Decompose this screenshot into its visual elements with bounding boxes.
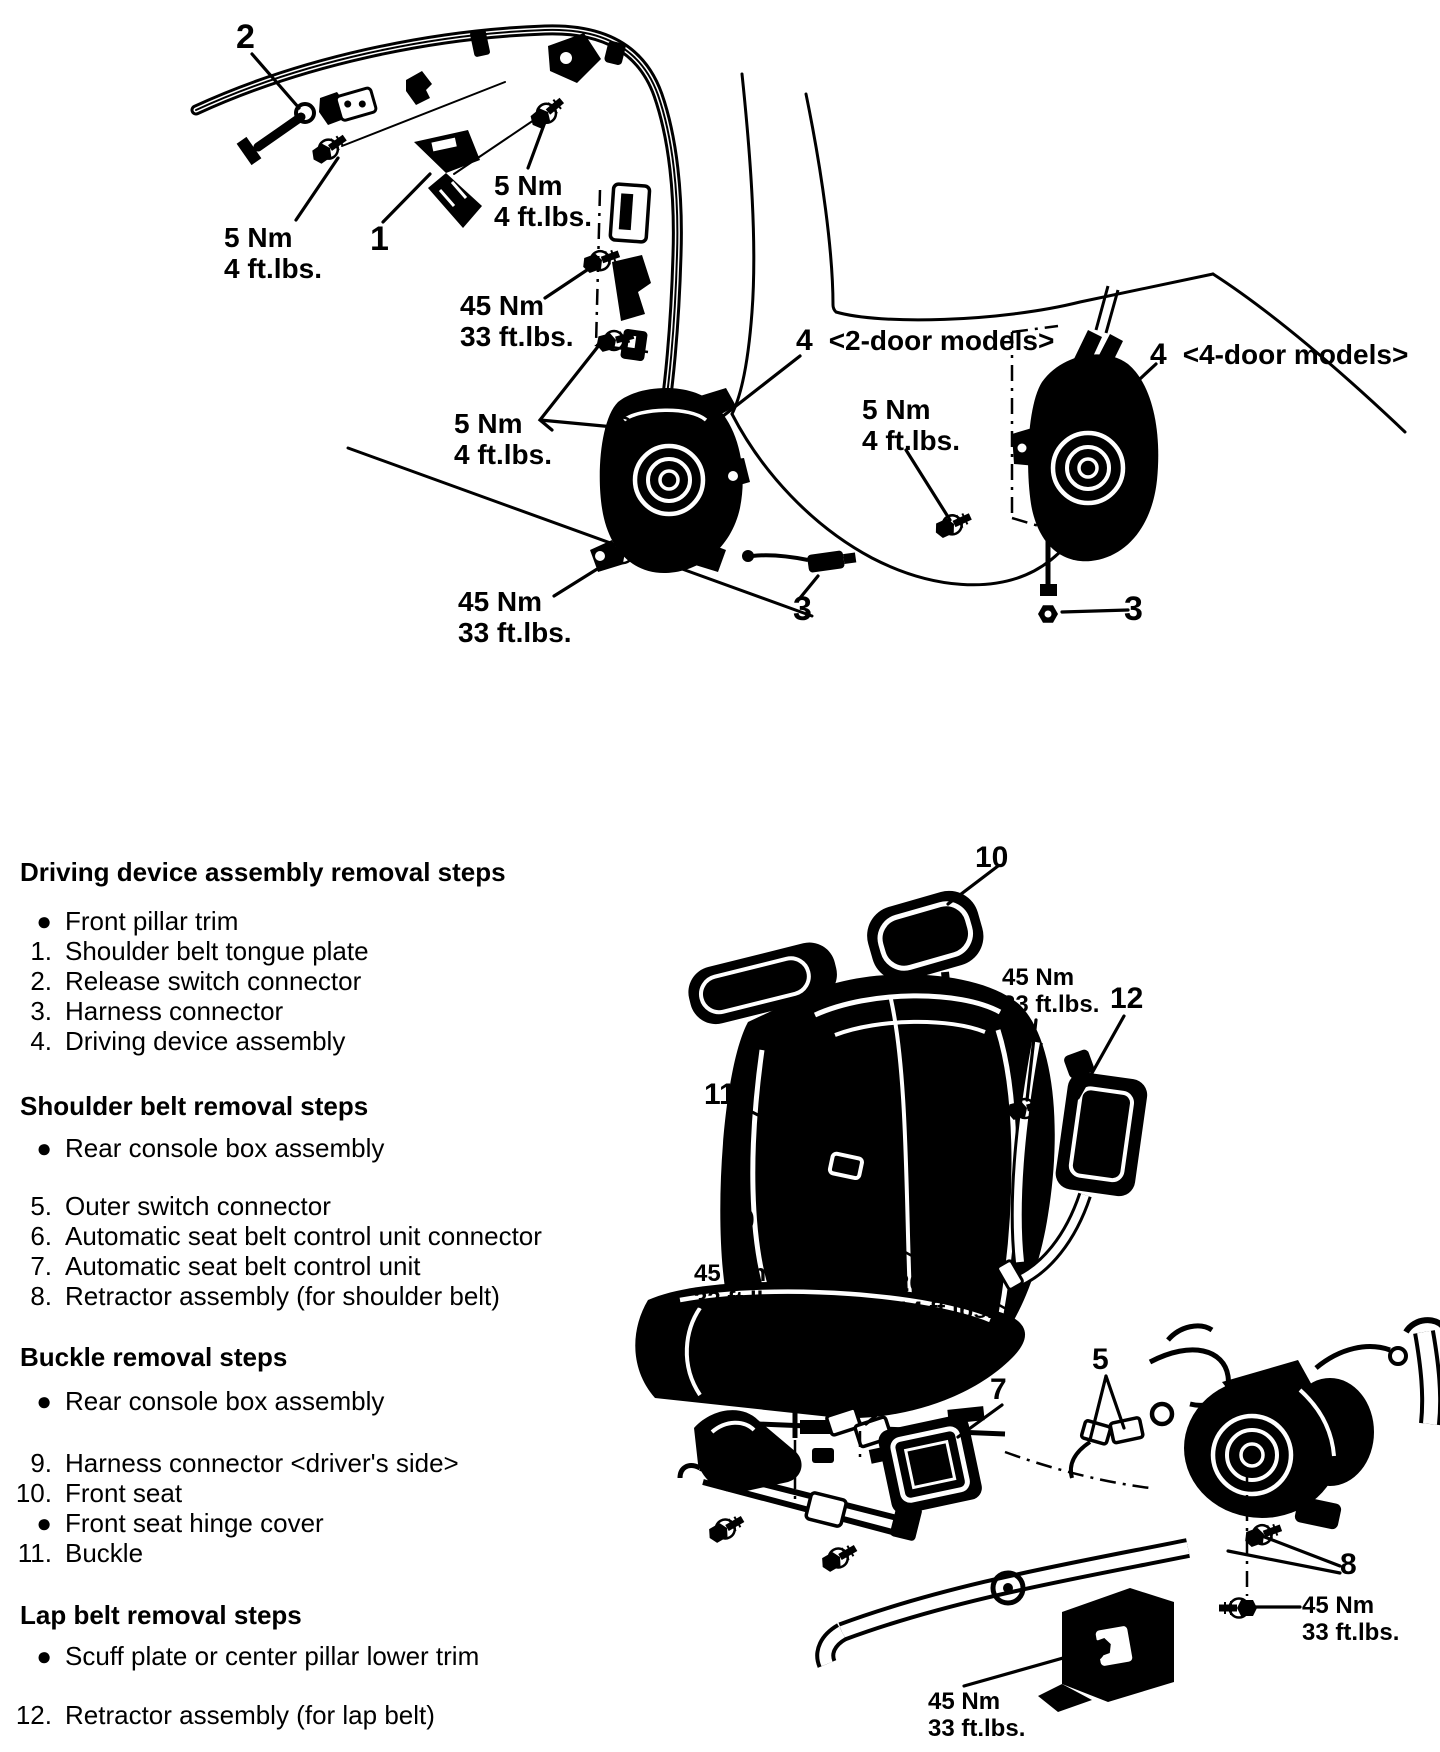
list-text: Harness connector: [65, 996, 284, 1026]
torque-label: [494, 170, 592, 232]
list-marker: ●: [36, 1641, 52, 1671]
section-heading: Lap belt removal steps: [20, 1600, 302, 1630]
list-marker: 6.: [30, 1221, 52, 1251]
torque-nm: 5 Nm: [862, 394, 931, 425]
torque-label: [224, 222, 322, 284]
list-marker: 11.: [17, 1538, 52, 1568]
rail-clips: [319, 29, 626, 125]
section-heading: Driving device assembly removal steps: [20, 857, 506, 887]
torque-label: [896, 1270, 993, 1324]
torque-nm: 45 Nm: [694, 1260, 767, 1287]
torque-nm: 45 Nm: [458, 586, 543, 617]
torque-ftlbs: 33 ft.lbs.: [1002, 991, 1100, 1018]
callout-4-2door: [796, 326, 1054, 356]
torque-ftlbs: 33 ft.lbs.: [460, 321, 574, 352]
torque-ftlbs: 14 ft.lbs.: [896, 1297, 994, 1324]
section-heading: Shoulder belt removal steps: [20, 1091, 369, 1121]
torque-nm: 5 Nm: [224, 222, 293, 253]
callout-number: 4: [796, 324, 813, 357]
callout-4-4door: [1150, 340, 1408, 370]
torque-nm: 45 Nm: [928, 1688, 1001, 1715]
list-text: Front pillar trim: [65, 906, 239, 936]
list-text: Automatic seat belt control unit: [65, 1251, 421, 1281]
callout-7: 7: [990, 1373, 1007, 1406]
list-text: Outer switch connector: [65, 1191, 331, 1221]
list-marker: ●: [36, 1133, 52, 1163]
list-marker: 5.: [30, 1191, 52, 1221]
callout-1: 1: [370, 220, 389, 258]
model-note: <2-door models>: [828, 325, 1055, 356]
harness-connector-part: [742, 548, 857, 573]
callout-5: 5: [1092, 1343, 1109, 1376]
torque-ftlbs: 4 ft.lbs.: [224, 253, 323, 284]
list-marker: ●: [36, 1508, 52, 1538]
torque-ftlbs: 4 ft.lbs.: [454, 439, 553, 470]
list-marker: 1.: [30, 936, 52, 966]
list-marker: 7.: [30, 1251, 52, 1281]
list-text: Driving device assembly: [65, 1026, 346, 1056]
callout-number: 4: [1150, 338, 1167, 371]
torque-label: [1002, 964, 1099, 1018]
list-marker: 9.: [30, 1448, 52, 1478]
section-heading: Buckle removal steps: [20, 1342, 288, 1372]
torque-nm: 45 Nm: [1002, 964, 1075, 991]
callout-12: 12: [1110, 982, 1144, 1015]
list-text: Retractor assembly (for shoulder belt): [65, 1281, 500, 1311]
torque-label: [694, 1260, 791, 1314]
list-text: Retractor assembly (for lap belt): [65, 1700, 435, 1730]
torque-label: [928, 1688, 1025, 1742]
list-text: Rear console box assembly: [65, 1386, 385, 1416]
list-marker: 3.: [30, 996, 52, 1026]
callout-9: 9: [738, 1204, 755, 1237]
torque-label: [862, 394, 960, 456]
list-text: Front seat hinge cover: [65, 1508, 324, 1538]
torque-nm: 20 Nm: [896, 1270, 969, 1297]
torque-nm: 5 Nm: [494, 170, 563, 201]
model-note: <4-door models>: [1182, 339, 1409, 370]
list-text: Scuff plate or center pillar lower trim: [65, 1641, 480, 1671]
torque-ftlbs: 4 ft.lbs.: [494, 201, 593, 232]
list-text: Shoulder belt tongue plate: [65, 936, 369, 966]
torque-label: [458, 586, 572, 648]
callout-10: 10: [975, 841, 1009, 874]
list-text: Buckle: [65, 1538, 144, 1568]
torque-ftlbs: 4 ft.lbs.: [862, 425, 961, 456]
list-text: Front seat: [65, 1478, 183, 1508]
list-marker: 12.: [15, 1700, 52, 1730]
torque-ftlbs: 33 ft.lbs.: [928, 1715, 1026, 1742]
list-marker: 8.: [30, 1281, 52, 1311]
callout-3: 3: [1124, 590, 1143, 628]
torque-nm: 45 Nm: [1302, 1592, 1375, 1619]
callout-11: 11: [704, 1078, 736, 1111]
list-marker: ●: [36, 1386, 52, 1416]
callout-3: 3: [793, 590, 812, 628]
torque-ftlbs: 33 ft.lbs.: [694, 1287, 792, 1314]
torque-label: [454, 408, 552, 470]
list-text: Rear console box assembly: [65, 1133, 385, 1163]
torque-ftlbs: 33 ft.lbs.: [1302, 1619, 1400, 1646]
torque-ftlbs: 33 ft.lbs.: [458, 617, 572, 648]
torque-label: [1302, 1592, 1399, 1646]
anchor-bolt: [237, 104, 314, 165]
list-marker: 2.: [30, 966, 52, 996]
shoulder-belt-retractor: [1184, 1347, 1406, 1531]
list-marker: 4.: [30, 1026, 52, 1056]
torque-label: [460, 290, 574, 352]
torque-nm: 5 Nm: [454, 408, 523, 439]
list-text: Release switch connector: [65, 966, 362, 996]
torque-nm: 45 Nm: [460, 290, 545, 321]
callout-8: 8: [1340, 1548, 1357, 1581]
list-marker: 10.: [15, 1478, 52, 1508]
list-text: Harness connector <driver's side>: [65, 1448, 459, 1478]
list-marker: ●: [36, 906, 52, 936]
callout-6: 6: [920, 1338, 937, 1371]
list-text: Automatic seat belt control unit connector: [65, 1221, 542, 1251]
callout-2: 2: [236, 18, 255, 56]
